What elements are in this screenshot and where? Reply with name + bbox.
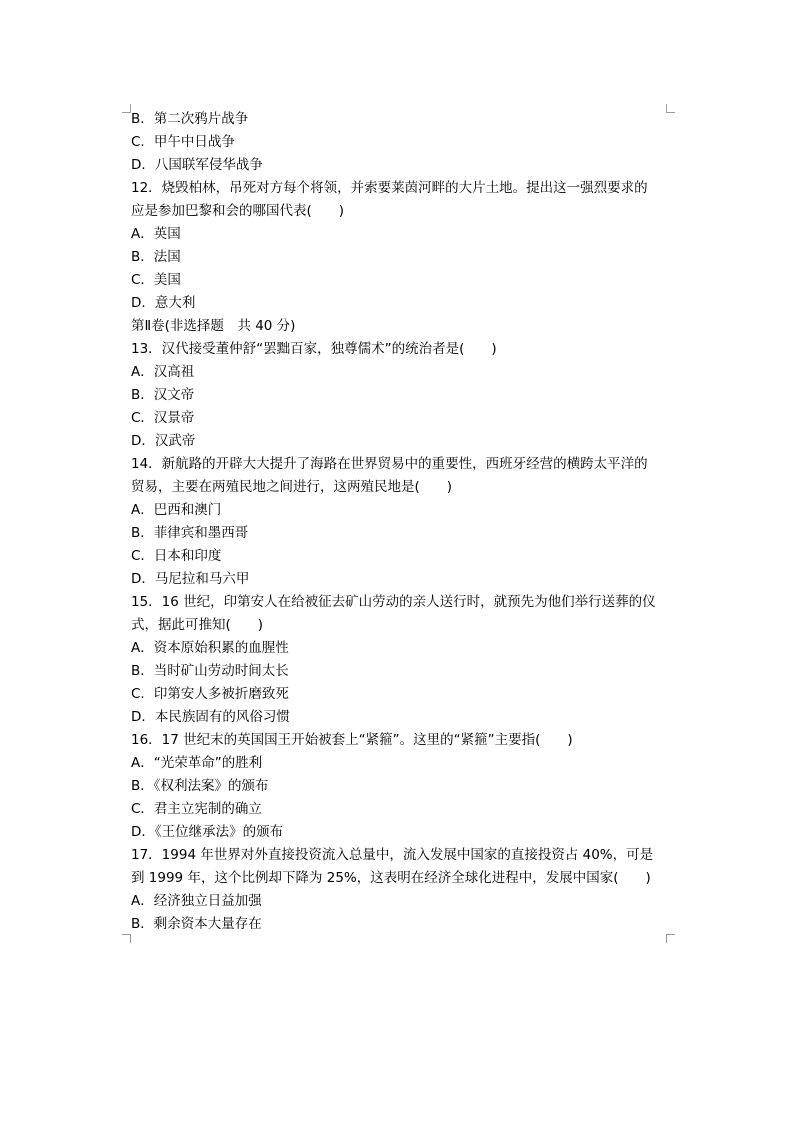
option-b-q16: B．《权利法案》的颁布 xyxy=(131,778,269,794)
option-c-q15: C．印第安人多被折磨致死 xyxy=(131,686,289,702)
option-b-q17: B．剩余资本大量存在 xyxy=(131,916,262,932)
question-16: 16．17 世纪末的英国国王开始被套上“紧箍”。这里的“紧箍”主要指( ) xyxy=(131,732,573,748)
question-17-line-1: 17．1994 年世界对外直接投资流入总量中，流入发展中国家的直接投资占 40%，可是 xyxy=(131,847,654,863)
option-b-q15: B．当时矿山劳动时间太长 xyxy=(131,663,289,679)
option-c-q16: C．君主立宪制的确立 xyxy=(131,801,262,817)
option-d-q12: D．意大利 xyxy=(131,295,196,311)
option-d-q13: D．汉武帝 xyxy=(131,433,196,449)
option-a-q14: A．巴西和澳门 xyxy=(131,502,222,518)
question-14-line-1: 14．新航路的开辟大大提升了海路在世界贸易中的重要性，西班牙经营的横跨太平洋的 xyxy=(131,456,648,472)
section-heading: 第Ⅱ卷(非选择题 共 40 分) xyxy=(131,318,296,334)
option-b-q11: B．第二次鸦片战争 xyxy=(131,111,249,127)
option-b-q13: B．汉文帝 xyxy=(131,387,195,403)
question-15-line-2: 式，据此可推知( ) xyxy=(131,617,264,633)
option-b-q14: B．菲律宾和墨西哥 xyxy=(131,525,249,541)
question-12-line-2: 应是参加巴黎和会的哪国代表( ) xyxy=(131,203,345,219)
option-d-q15: D．本民族固有的风俗习惯 xyxy=(131,709,290,725)
option-d-q11: D．八国联军侵华战争 xyxy=(131,157,263,173)
option-a-q12: A．英国 xyxy=(131,226,181,242)
question-14-line-2: 贸易，主要在两殖民地之间进行，这两殖民地是( ) xyxy=(131,479,453,495)
option-c-q11: C．甲午中日战争 xyxy=(131,134,235,150)
option-a-q13: A．汉高祖 xyxy=(131,364,195,380)
option-d-q16: D．《王位继承法》的颁布 xyxy=(131,824,284,840)
crop-mark-top-left xyxy=(122,104,131,113)
option-a-q16: A．“光荣革命”的胜利 xyxy=(131,755,263,771)
option-c-q12: C．美国 xyxy=(131,272,181,288)
question-17-line-2: 到 1999 年，这个比例却下降为 25%，这表明在经济全球化进程中，发展中国家( ) xyxy=(131,870,651,886)
option-a-q17: A．经济独立日益加强 xyxy=(131,893,262,909)
exam-page-body xyxy=(131,108,671,936)
option-c-q13: C．汉景帝 xyxy=(131,410,195,426)
question-13: 13．汉代接受董仲舒“罢黜百家，独尊儒术”的统治者是( ) xyxy=(131,341,497,357)
option-a-q15: A．资本原始积累的血腥性 xyxy=(131,640,289,656)
option-d-q14: D．马尼拉和马六甲 xyxy=(131,571,250,587)
crop-mark-bottom-left xyxy=(122,934,131,943)
option-b-q12: B．法国 xyxy=(131,249,181,265)
question-15-line-1: 15．16 世纪，印第安人在给被征去矿山劳动的亲人送行时，就预先为他们举行送葬的仪 xyxy=(131,594,656,610)
option-c-q14: C．日本和印度 xyxy=(131,548,222,564)
question-12-line-1: 12．烧毁柏林，吊死对方每个将领，并索要莱茵河畔的大片土地。提出这一强烈要求的 xyxy=(131,180,648,196)
